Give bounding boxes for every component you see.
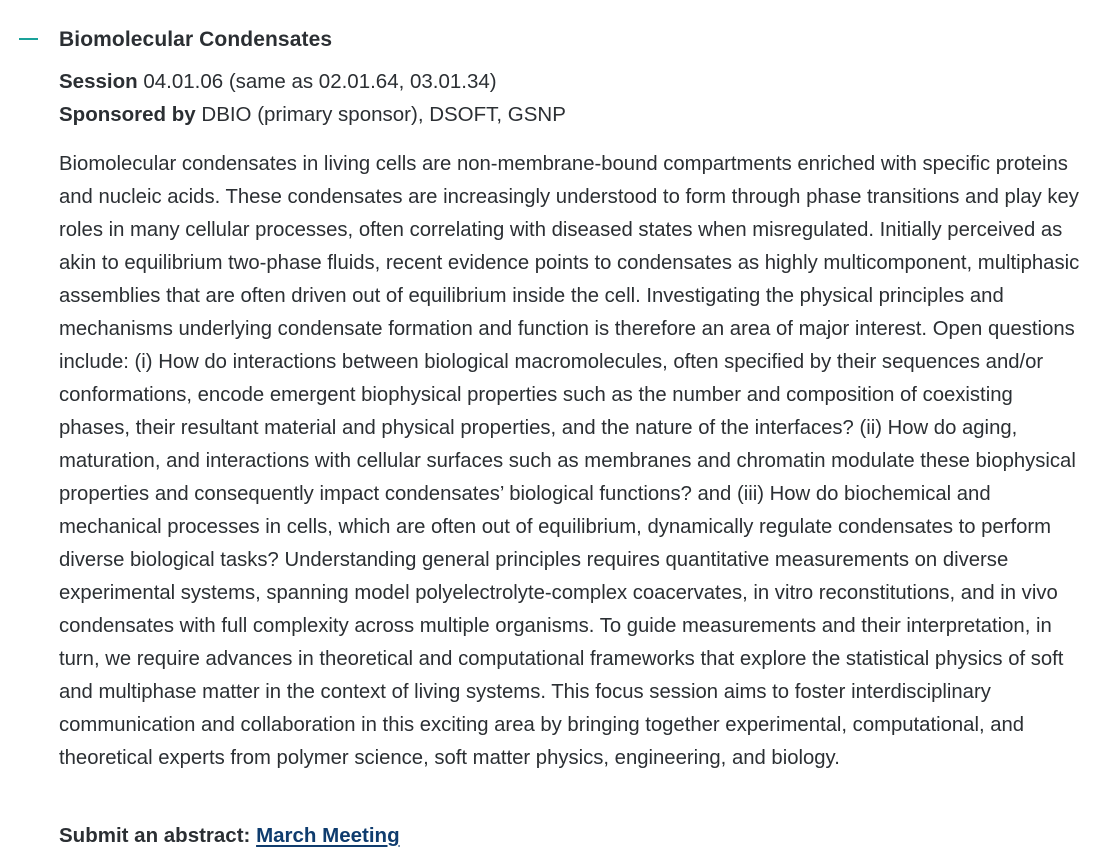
- session-number: 04.01.06 (same as 02.01.64, 03.01.34): [137, 70, 497, 93]
- submit-abstract-line: [59, 821, 400, 851]
- sponsor-line: [59, 101, 566, 129]
- submit-abstract-label: Submit an abstract:: [59, 824, 251, 847]
- session-number-line: [59, 68, 497, 96]
- session-title[interactable]: Biomolecular Condensates: [59, 28, 333, 51]
- march-meeting-link[interactable]: March Meeting: [256, 824, 400, 847]
- sponsor-list: DBIO (primary sponsor), DSOFT, GSNP: [195, 103, 566, 126]
- sponsor-label: Sponsored by: [59, 103, 196, 126]
- session-label: Session: [59, 70, 138, 93]
- session-description: Biomolecular condensates in living cells are non-membrane-bound compartments enriched with specific proteins and nucleic acids. These condensates are increasingly understood to form through phase transitions and play key roles in many cellular processes, often correlating with diseased states when misregulated. Initially perceived as akin to equilibrium two-phase fluids, recent evidence points to condensates as highly multicomponent, multiphasic assemblies that are often driven out of equilibrium inside the cell. Investigating the physical principles and mechanisms underlying condensate formation and function is therefore an area of major interest. Open questions include: (i) How do interactions between biological macromolecules, often specified by their sequences and/or conformations, encode emergent biophysical properties such as the number and composition of coexisting phases, their resultant material and physical properties, and the nature of the interfaces? (ii) How do aging, maturation, and interactions with cellular surfaces such as membranes and chromatin modulate these biophysical properties and consequently impact condensates’ biological functions? and (iii) How do biochemical and mechanical processes in cells, which are often out of equilibrium, dynamically regulate condensates to perform diverse biological tasks? Understanding general principles requires quantitative measurements on diverse experimental systems, spanning model polyelectrolyte-complex coacervates, in vitro reconstitutions, and in vivo condensates with full complexity across multiple organisms. To guide measurements and their interpretation, in turn, we require advances in theoretical and computational frameworks that explore the statistical physics of soft and multiphase matter in the context of living systems. This focus session aims to foster interdisciplinary communication and collaboration in this exciting area by bringing together experimental, computational, and theoretical experts from polymer science, soft matter physics, engineering, and biology.: [59, 153, 1080, 769]
- collapse-minus-icon[interactable]: [19, 38, 38, 40]
